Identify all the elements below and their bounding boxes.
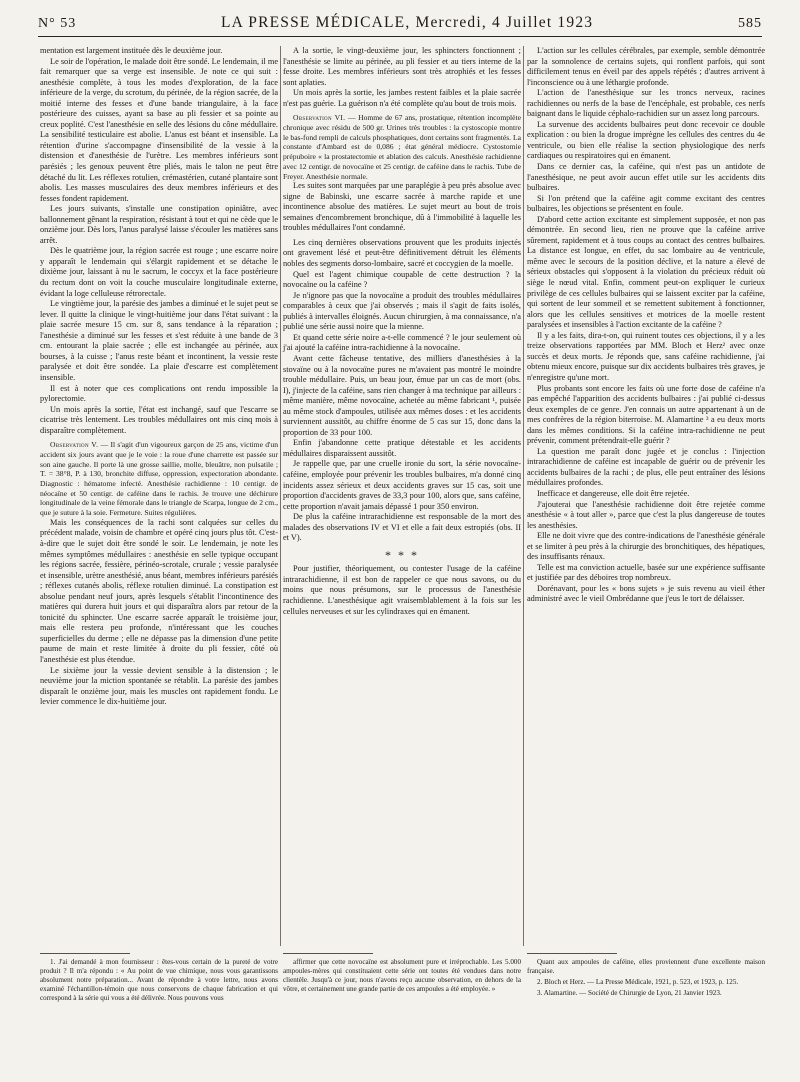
paragraph: Il y a les faits, dira-t-on, qui ruinent toutes ces objections, il y a les treize observations rapportées par MM. Bloch et Herz² avec onze succès et deux morts. Je réponds que, sans caféine rachidienne, j'ai obtenu mieux encore, puisque sur dix accidents bulbaires très graves, je n'enregistre qu'une mort.: [527, 330, 765, 382]
paragraph: La question me paraît donc jugée et je conclus : l'injection intrarachidienne de caféine est incapable de guérir ou de prévenir les accidents bulbaires de la rachi ; de plus, elle peut entraîner des lésions médullaires profondes.: [527, 446, 765, 488]
paragraph: Quel est l'agent chimique coupable de cette destruction ? la novocaïne ou la caféine ?: [283, 269, 521, 290]
observation-vi: [283, 113, 521, 181]
paragraph: Dans ce dernier cas, la caféine, qui n'est pas un antidote de l'anesthésique, ne peut avoir aucun effet utile sur les accidents dits bulbaires.: [527, 162, 765, 193]
paragraph: Dorénavant, pour les « bons sujets » je suis revenu au vieil éther administré avec le vieil Ombrédanne que j'eus le tort de délaisser.: [527, 583, 765, 604]
observation-label: Observation V.: [50, 440, 99, 450]
paragraph: Et quand cette série noire a-t-elle commencé ? le jour seulement où j'ai ajouté la caféine intra-rachidienne à la novocaïne.: [283, 332, 521, 353]
paragraph: Plus probants sont encore les faits où une forte dose de caféine n'a pas empêché l'apparition des accidents bulbaires : j'ai publié ci-dessus deux exemples de ce genre. J'en connais un autre appartenant à un de mes confrères de la région biterroise. M. Alamartine ³ a eu deux morts dans les mêmes conditions. Si la caféine intra-rachidienne ne peut prévenir, comment prétendrait-elle guérir ?: [527, 383, 765, 446]
paragraph: La survenue des accidents bulbaires peut donc recevoir ce double explication : ou bien la drogue imprègne les cellules des centres du 4e ventricule, ou bien elle réalise la section physiologique des nerfs cardiaques ou respiratoires qui en émanent.: [527, 119, 765, 161]
column-rule: [280, 46, 281, 946]
column-rule: [523, 46, 524, 946]
paragraph: De plus la caféine intrarachidienne est responsable de la mort des malades des observations IV et VI et elle a fait deux estropiés (obs. II et V).: [283, 512, 521, 543]
observation-text: — Il s'agit d'un vigoureux garçon de 25 ans, victime d'un accident six jours avant que je le voie : la roue d'une charrette est passée sur son aine gauche. Il porte là une grosse saillie, molle, bleuâtre, non pulsatile ; T. = 38°8, P. à 130, bronchite diffuse, oppression, expectoration abondante. Diagnostic : hématome infecté. Anesthésie rachidienne : 10 centigr. de néocaïne et 50 centigr. de caféine dans le rachis. Je trouve une déchirure longitudinale de la veine fémorale dans le triangle de Scarpa, longue de 2 cm., que je suture à la soie. Fermeture. Suites régulières.: [40, 440, 278, 518]
paragraph: Les jours suivants, s'installe une constipation opiniâtre, avec ballonnement gênant la respiration, résistant à tout et qui ne cède que le onzième jour. Dès lors, l'anus paralysé laisse s'écouler les matières sans arrêt.: [40, 204, 278, 245]
section-separator: * * *: [385, 547, 419, 562]
footnotes-left: [40, 958, 278, 1005]
observation-label: Observation VI.: [293, 113, 346, 123]
paragraph: Enfin j'abandonne cette pratique détestable et les accidents médullaires disparaissent aussitôt.: [283, 438, 521, 458]
footnote: Quant aux ampoules de caféine, elles proviennent d'une excellente maison française.: [527, 958, 765, 975]
paragraph: mentation est largement instituée dès le deuxième jour.: [40, 46, 223, 55]
paragraph: Je rappelle que, par une cruelle ironie du sort, la série novocaïne-caféine, employée pour prévenir les troubles bulbaires, m'a donné cinq incidents assez sérieux et deux accidents graves sur 15 cas, soit une proportion d'accidents graves de 33,3 pour 100, alors que, sans caféine, cette proportion n'avait jamais dépassé 1 pour 350 environ.: [283, 459, 521, 511]
paragraph: Dès le quatrième jour, la région sacrée est rouge ; une escarre noire y apparaît le lendemain qui s'élargit rapidement et se détache le dixième jour, laissant à nu le sacrum, le coccyx et la face postérieure du rectum dont on voit la couche musculaire longitudinale externe, évidant la loge celluleuse rétrorectale.: [40, 246, 278, 298]
paragraph: Inefficace et dangereuse, elle doit être rejetée.: [537, 488, 690, 498]
paragraph: Pour justifier, théoriquement, ou contester l'usage de la caféine intrarachidienne, il est bon de rappeler ce que nous savons, ou du moins que nous présumons, sur le processus de l'anesthésie rachidienne. L'anesthésique agit vraisemblablement à la fois sur les cellules nerveuses et sur les cylindraxes qui en émanent.: [283, 564, 521, 616]
column-left: [40, 46, 278, 708]
paragraph: L'action sur les cellules cérébrales, par exemple, semble démontrée par la somnolence de certains sujets, qui ronflent parfois, qui sont difficilement tenus en éveil par des appels répétés ; d'autres arrivent à l'inconscience ou à une léthargie profonde.: [527, 46, 765, 87]
footnote: affirmer que cette novocaïne est absolument pure et irréprochable. Les 5.000 ampoules-mères qui constituaient cette série ont toutes été vendues dans notre clientèle. Jusqu'à ce jour, nous n'avons reçu aucune observation, en dehors de la vôtre, et certainement une grande partie de ces ampoules a été employée. »: [283, 958, 521, 993]
observation-v: [40, 440, 278, 518]
paragraph: Le sixième jour la vessie devient sensible à la distension ; le neuvième jour la miction spontanée se rétablit. La parésie des jambes disparaît le onzième jour, mais les muscles ont rapidement fondu. Le levier commence le dix-huitième jour.: [40, 665, 278, 707]
footnote: 2. Bloch et Herz. — La Presse Médicale, 1921, p. 523, et 1923, p. 125.: [537, 978, 739, 986]
paragraph: Le soir de l'opération, le malade doit être sondé. Le lendemain, il me fait remarquer que sa verge est insensible. Je note ce qui suit : anesthésie complète, à tous les modes d'exploration, de la face inférieure de la verge, du scrotum, du périnée, de la région sacrée, de la moitié interne des fesses et d'une bande triangulaire, à la face postérieure des cuisses, ayant sa base au pli fessier et sa pointe au creux poplité. C'est l'anesthésie en selle des lésions du cône médullaire. La sensibilité testiculaire est abolie. L'anus est béant et insensible. La rétention d'urine s'accompagne d'insensibilité de la vessie à la distension et d'anesthésie de l'urètre. Les membres inférieurs sont parésiés ; les genoux peuvent être pliés, mais le talon ne peut être détaché du lit. Les réflexes rotulien, crémastérien, cutané plantaire sont abolis. Les masses musculaires des deux membres inférieurs et des fesses fondent rapidement.: [40, 56, 278, 203]
footnote: 1. J'ai demandé à mon fournisseur : êtes-vous certain de la pureté de votre produit ? Il m'a répondu : « Au point de vue chimique, nous vous garantissons absolument notre préparation... Avant de répondre à votre lettre, nous avons examiné l'échantillon-témoin que nous conservons de chaque fabrication et qui correspond à la série qui vous a été délivrée. Nous pouvons vous: [40, 958, 278, 1002]
footnote-rule: [283, 953, 373, 954]
paragraph: Si l'on prétend que la caféine agit comme excitant des centres bulbaires, les objections se présentent en foule.: [527, 193, 765, 214]
paragraph: Les suites sont marquées par une paraplégie à peu près absolue avec signe de Babinski, une escarre sacrée à marche rapide et une incontinence absolue des matières. Le sujet meurt au bout de trois semaines d'encombrement bronchique, dû à l'immobilité à laquelle les troubles médullaires l'ont condamné.: [283, 181, 521, 233]
paragraph: A la sortie, le vingt-deuxième jour, les sphincters fonctionnent ; l'anesthésie se limite au périnée, au pli fessier et au tiers interne de la fesse droite. Les membres inférieurs sont très atrophiés et les fesses sont aplaties.: [283, 46, 521, 87]
issue-number: N° 53: [38, 16, 77, 31]
paragraph: J'ajouterai que l'anesthésie rachidienne doit être rejetée comme anesthésie « à tout aller », parce que c'est la plus dangereuse de toutes les anesthésies.: [527, 499, 765, 530]
footnotes-right: [527, 958, 765, 1000]
masthead-title: LA PRESSE MÉDICALE, Mercredi, 4 Juillet 1923: [220, 14, 594, 31]
column-middle: [283, 46, 521, 617]
footnotes-middle: [283, 958, 521, 996]
paragraph: Un mois après la sortie, les jambes restent faibles et la plaie sacrée n'est pas guérie. La guérison n'a été complète qu'au bout de trois mois.: [283, 88, 521, 108]
paragraph: Il est à noter que ces complications ont rendu impossible la pylorectomie.: [40, 383, 278, 404]
paragraph: Mais les conséquences de la rachi sont calquées sur celles du précédent malade, voisin de chambre et opéré cinq jours plus tôt. C'est-à-dire que le sujet doit être sondé le soir. Le lendemain, je note les mêmes symptômes médullaires : anesthésie en selle typique occupant les régions sacrée, fessière, périnéo-scrotale, crurale ; vessie paralysée et insensible, urètre anesthésié, anus béant, membres inférieurs parésiés ; réflexes cutanés abolis, réflexe rotulien diminué. La constipation est absolue pendant neuf jours, après lesquels s'établit l'incontinence des matières qui durera huit jours et qui disparaîtra alors par retour de la tonicité du sphincter. Une escarre sacrée apparaît le troisième jour, mais elle restera peu profonde, n'intéressant que les couches superficielles du derme ; elle ne dépasse pas la dimension d'une petite paume de main et reste limitée à droite du pli fessier, côté où l'anesthésie est plus étendue.: [40, 517, 278, 664]
footnote-rule: [40, 953, 130, 954]
paragraph: Elle ne doit vivre que des contre-indications de l'anesthésie générale et se limiter à peu près à la chirurgie des bronchitiques, des hépatiques, des insuffisants rénaux.: [527, 531, 765, 562]
paragraph: D'abord cette action excitante est simplement supposée, et non pas démontrée. En second lieu, rien ne prouve que la caféine arrive sûrement, rapidement et à tous coups au contact des centres bulbaires. La distance est longue, en effet, du sac lombaire au 4e ventricule, même avec le secours de la position déclive, et la nature a élevé de sérieux obstacles qui s'opposent à la violation du précieux réduit où siège le nœud vital. Enfin, comment peut-on expliquer le curieux privilège de ces cellules bulbaires qui se laissent exciter par la caféine, qui sortent de leur sommeil et se remettent subitement à fonctionner, alors que les cellules sensitives et motrices de la moelle restent paralysées et insensibles à l'action excitante de la caféine ?: [527, 214, 765, 330]
page-number: 585: [737, 16, 762, 31]
paragraph: Les cinq dernières observations prouvent que les produits injectés ont gravement lésé et peut-être définitivement détruit les éléments nobles des segments dorso-lombaire, sacré et coccygien de la moelle.: [283, 237, 521, 269]
observation-text: — Homme de 67 ans, prostatique, rétention incomplète chronique avec résidu de 500 gr. Urines très troubles : la cystoscopie montre le bas-fond rempli de calculs phosphatiques, dont certains sont fragmentés. La constante d'Ambard est de 0,086 ; état général médiocre. Cystostomie prépuboire « la prostatectomie et ablation des calculs. Anesthésie rachidienne avec 12 centigr. de novocaïne et 25 centigr. de caféine dans le rachis. Tube de Freyer. Anesthésie normale.: [283, 113, 521, 181]
column-right: [527, 46, 765, 605]
paragraph: Je n'ignore pas que la novocaïne a produit des troubles médullaires comparables à ceux que j'ai observés ; mais il s'agit de faits isolés, publiés à intervalles éloignés. Aucun chirurgien, à ma connaissance, n'a publié une série aussi noire que la mienne.: [283, 290, 521, 332]
paragraph: L'action de l'anesthésique sur les troncs nerveux, racines rachidiennes ou nerfs de la base de l'encéphale, est probable, ces nerfs baignant dans le liquide céphalo-rachidien sur un assez long parcours.: [527, 88, 765, 119]
footnote-rule: [527, 953, 617, 954]
footnote: 3. Alamartine. — Société de Chirurgie de Lyon, 21 Janvier 1923.: [537, 989, 722, 997]
paragraph: Un mois après la sortie, l'état est inchangé, sauf que l'escarre se cicatrise très lentement. Les troubles médullaires ont mis cinq mois à disparaître complètement.: [40, 404, 278, 435]
page-header: [38, 14, 762, 37]
paragraph: Telle est ma conviction actuelle, basée sur une expérience suffisante et justifiée par des déboires trop nombreux.: [527, 562, 765, 583]
paragraph: Avant cette fâcheuse tentative, des milliers d'anesthésies à la stovaïne ou à la novocaïne pures ne m'avaient pas montré le moindre trouble médullaire. Puis, un beau jour, émue par un cas de mort (obs. I), j'injecte de la caféine, sans rien changer à ma technique par ailleurs : même manière, même novocaïne, achetée au même fabricant ¹, puisée au même stock d'ampoules, utilisée aux mêmes doses : et les accidents surviennent aussitôt, au chiffre énorme de 5 cas sur 15, donc dans la proportion de 33 pour 100.: [283, 353, 521, 437]
paragraph: Le vingtième jour, la parésie des jambes a diminué et le sujet peut se lever. Il quitte la clinique le vingt-huitième jour dans l'état suivant : la plaie sacrée mesure 15 cm. sur 8, sans tendance à la réparation ; l'anesthésie a diminué sur les fesses et s'est réduite à une bande de 3 cm. entourant la plaie sacrée ; elle est inchangée au périnée, aux bourses, à la cuisse ; l'anus reste béant et incontinent, la vessie reste paralysée et doit être sondée. La plaie d'escarre est complètement insensible.: [40, 299, 278, 382]
